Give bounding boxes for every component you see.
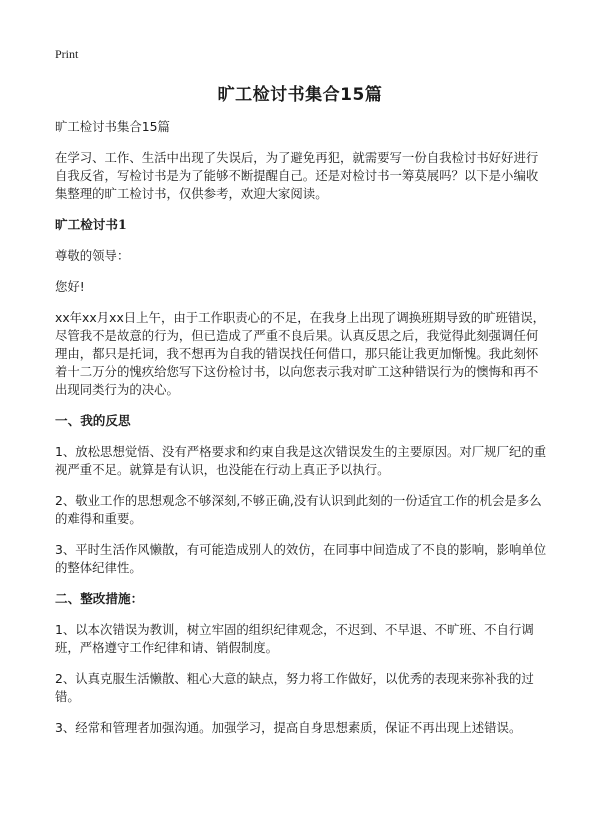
paragraph-item: 1、放松思想觉悟、没有严格要求和约束自我是这次错误发生的主要原因。对厂规厂纪的重视严重不足。就算是有认识，也没能在行动上真正予以执行。 [55, 444, 547, 477]
paragraph-item: 3、平时生活作风懒散，有可能造成别人的效仿，在同事中间造成了不良的影响，影响单位的整体纪律性。 [55, 542, 547, 575]
paragraph-greeting: 您好! [55, 279, 85, 294]
print-link[interactable]: Print [55, 47, 79, 61]
section-heading: 一、我的反思 [55, 413, 131, 428]
paragraph-body: xx年xx月xx日上午，由于工作职责心的不足，在我身上出现了调换班期导致的旷班错误，尽管我不是故意的行为，但已造成了严重不良后果。认真反思之后，我觉得此刻强调任何理由，都只是托词，我不想再为自我的错误找任何借口，那只能让我更加惭愧。我此刻怀着十二万分的愧疚给您写下这份检讨书，以向您表示我对旷工这种错误行为的懊悔和再不出现同类行为的决心。 [55, 310, 546, 397]
paragraph-subtitle: 旷工检讨书集合15篇 [55, 119, 170, 134]
paragraph-item: 3、经常和管理者加强沟通。加强学习，提高自身思想素质，保证不再出现上述错误。 [55, 720, 522, 735]
section-heading: 旷工检讨书1 [55, 217, 127, 232]
section-heading: 二、整改措施： [55, 591, 144, 606]
paragraph-item: 2、敬业工作的思想观念不够深刻,不够正确,没有认识到此刻的一份适宜工作的机会是多么的难得和重要。 [55, 493, 542, 526]
paragraph-item: 2、认真克服生活懒散、粗心大意的缺点，努力将工作做好，以优秀的表现来弥补我的过错。 [55, 671, 534, 704]
paragraph-item: 1、以本次错误为教训，树立牢固的组织纪律观念，不迟到、不早退、不旷班、不自行调班，严格遵守工作纪律和请、销假制度。 [55, 622, 534, 655]
paragraph-intro: 在学习、工作、生活中出现了失误后，为了避免再犯，就需要写一份自我检讨书好好进行自我反省，写检讨书是为了能够不断提醒自己。还是对检讨书一筹莫展吗？以下是小编收集整理的旷工检讨书，仅供参考，欢迎大家阅读。 [55, 150, 539, 201]
paragraph-salutation: 尊敬的领导： [55, 248, 130, 263]
document-title: 旷工检讨书集合15篇 [217, 85, 383, 105]
document-body [55, 118, 547, 750]
